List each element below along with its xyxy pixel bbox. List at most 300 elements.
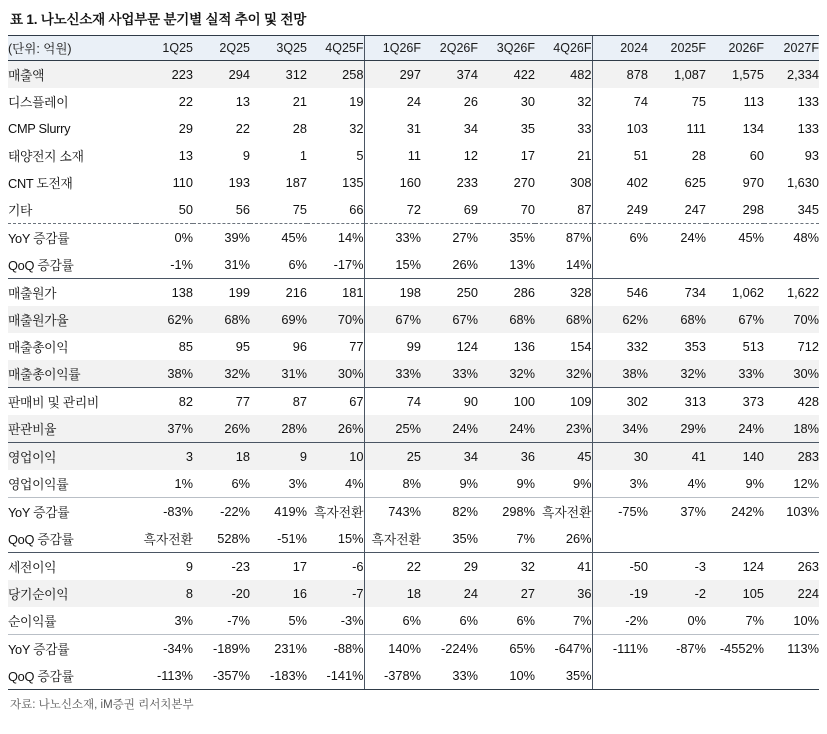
table-cell: 9%	[745, 476, 764, 491]
table-cell: 39%	[193, 224, 250, 252]
table-cell: 18	[364, 580, 421, 607]
table-row	[8, 142, 819, 169]
table-cell: -378%	[364, 662, 421, 690]
table-cell	[648, 525, 706, 553]
table-cell: 33%	[364, 224, 421, 252]
table-cell: 374	[421, 61, 478, 89]
table-cell: 56	[235, 202, 250, 217]
table-cell: 34	[421, 443, 478, 471]
table-cell: 9%	[459, 476, 478, 491]
table-cell: 113	[743, 94, 764, 109]
table-cell: -183%	[250, 662, 307, 690]
table-cell	[592, 525, 648, 553]
row-label: 매출원가	[8, 279, 136, 307]
table-cell: 32%	[535, 360, 592, 388]
table-cell: 12	[463, 148, 478, 163]
table-row	[8, 470, 819, 498]
table-cell: 45%	[706, 224, 764, 252]
table-cell: 24	[364, 88, 421, 115]
table-cell: 87	[577, 202, 592, 217]
row-label: 당기순이익	[8, 580, 136, 607]
table-cell: 36	[478, 443, 535, 471]
table-cell	[592, 662, 648, 690]
row-label: 매출총이익률	[8, 360, 136, 388]
table-cell: 140%	[364, 635, 421, 663]
table-cell: 45	[535, 443, 592, 471]
table-cell: 72	[364, 196, 421, 224]
table-row	[8, 88, 819, 115]
row-label: 매출액	[8, 61, 136, 89]
table-cell: 67	[307, 388, 364, 416]
table-cell: 38%	[592, 360, 648, 388]
table-cell: 흑자전환	[143, 532, 193, 547]
table-cell: 28%	[250, 415, 307, 443]
table-cell: 1,087	[648, 61, 706, 89]
table-cell: 136	[513, 339, 535, 354]
table-cell: 109	[535, 388, 592, 416]
table-cell: 62%	[136, 306, 193, 333]
table-cell: 82	[136, 388, 193, 416]
table-cell: 95	[235, 339, 250, 354]
table-cell: 402	[592, 169, 648, 196]
table-cell: 160	[364, 169, 421, 196]
table-cell: 135	[342, 175, 364, 190]
table-cell: 133	[797, 94, 819, 109]
row-label: YoY 증감률	[8, 635, 136, 663]
table-cell: 1,062	[706, 279, 764, 307]
table-cell	[764, 662, 819, 690]
table-cell: -87%	[648, 635, 706, 663]
table-row	[8, 607, 819, 635]
table-cell: 68%	[478, 306, 535, 333]
table-cell: 27	[478, 580, 535, 607]
table-cell: 8%	[364, 470, 421, 498]
table-cell: 134	[742, 121, 764, 136]
table-cell: -2%	[592, 607, 648, 635]
row-label: 디스플레이	[8, 95, 69, 110]
table-cell: 33%	[364, 360, 421, 388]
table-cell: 422	[478, 61, 535, 89]
table-cell: -7%	[227, 613, 250, 628]
table-cell: 3%	[592, 470, 648, 498]
table-row	[8, 251, 819, 279]
table-cell: 6%	[364, 607, 421, 635]
table-cell: 41	[648, 443, 706, 471]
table-cell: 34%	[592, 415, 648, 443]
column-header-2q25: 2Q25	[193, 36, 250, 61]
table-cell: 297	[364, 61, 421, 89]
table-cell: 17	[520, 148, 535, 163]
table-cell: -19	[592, 580, 648, 607]
row-label: 순이익률	[8, 614, 57, 629]
column-header-2q26f: 2Q26F	[421, 36, 478, 61]
table-cell: 482	[535, 61, 592, 89]
table-cell: 0%	[136, 224, 193, 252]
table-cell	[706, 662, 764, 690]
table-cell: 187	[285, 175, 307, 190]
column-header-1q25: 1Q25	[136, 36, 193, 61]
table-cell: 9	[136, 553, 193, 581]
table-cell: 흑자전환	[535, 498, 592, 526]
table-cell: 528%	[217, 531, 250, 546]
table-cell: 312	[250, 61, 307, 89]
table-cell: 90	[421, 388, 478, 416]
table-cell: 82%	[421, 498, 478, 526]
table-cell: 308	[570, 175, 592, 190]
table-cell: 93	[804, 148, 819, 163]
table-cell: 35%	[535, 662, 592, 690]
table-cell: 87	[250, 388, 307, 416]
table-cell: 249	[592, 196, 648, 224]
table-cell: 1	[299, 148, 307, 163]
table-cell: 373	[706, 388, 764, 416]
table-cell: 743%	[364, 498, 421, 526]
table-cell: 24%	[421, 415, 478, 443]
row-label: 매출원가율	[8, 306, 136, 333]
table-cell: 51	[592, 142, 648, 169]
table-cell: 110	[172, 175, 193, 190]
table-cell: 26%	[193, 415, 250, 443]
table-cell: 45%	[250, 224, 307, 252]
table-cell: 734	[648, 279, 706, 307]
row-label: QoQ 증감률	[8, 662, 136, 690]
table-cell: 24%	[478, 415, 535, 443]
table-cell: 30%	[307, 360, 364, 388]
table-cell: -2	[648, 580, 706, 607]
table-cell: 흑자전환	[307, 498, 364, 526]
table-cell: 1%	[174, 476, 193, 491]
table-cell: 18%	[764, 415, 819, 443]
table-cell: -6	[307, 553, 364, 581]
table-cell: 103	[592, 115, 648, 142]
table-cell: 286	[478, 279, 535, 307]
table-cell: 33	[577, 121, 592, 136]
table-cell: 9%	[516, 476, 535, 491]
table-cell: 22	[178, 94, 193, 109]
table-cell: -189%	[193, 635, 250, 663]
table-cell: 62%	[592, 306, 648, 333]
table-cell: 23%	[535, 415, 592, 443]
table-cell: 6%	[288, 257, 307, 272]
table-cell: 12%	[793, 476, 819, 491]
source-note: 자료: 나노신소재, iM증권 리서치본부	[10, 699, 194, 711]
table-cell: 31%	[250, 360, 307, 388]
table-row	[8, 333, 819, 360]
table-cell: 10%	[793, 613, 819, 628]
table-cell: 199	[193, 279, 250, 307]
table-cell: 283	[764, 443, 819, 471]
table-cell: 32	[478, 553, 535, 581]
table-row	[8, 196, 819, 224]
table-cell: 10%	[478, 662, 535, 690]
table-cell	[648, 251, 706, 279]
table-cell: 13%	[509, 257, 535, 272]
table-cell: 140	[706, 443, 764, 471]
table-cell: 100	[478, 388, 535, 416]
row-label: 매출총이익	[8, 340, 69, 355]
table-cell: 35	[520, 121, 535, 136]
table-cell: 419%	[250, 498, 307, 526]
table-cell: -3%	[340, 613, 364, 628]
table-cell: 68%	[648, 306, 706, 333]
column-header-2024: 2024	[592, 36, 648, 61]
table-cell: 124	[456, 339, 478, 354]
table-cell: 345	[797, 202, 819, 217]
table-cell: 50	[178, 202, 193, 217]
table-cell: 1,622	[764, 279, 819, 307]
table-cell: 99	[364, 333, 421, 360]
page-title: 표 1. 나노신소재 사업부문 분기별 실적 추이 및 전망	[10, 12, 307, 27]
table-cell: 302	[592, 388, 648, 416]
table-cell: 625	[684, 175, 706, 190]
table-cell: -83%	[136, 498, 193, 526]
table-cell: 9	[250, 443, 307, 471]
table-cell: 332	[592, 333, 648, 360]
table-cell: 6%	[231, 476, 250, 491]
table-cell: 5%	[288, 613, 307, 628]
table-header-row	[8, 36, 819, 61]
row-label: YoY 증감률	[8, 224, 136, 252]
table-cell: 67%	[421, 306, 478, 333]
table-cell: 25%	[364, 415, 421, 443]
table-cell: 70	[520, 202, 535, 217]
table-cell: 7%	[745, 613, 764, 628]
table-cell: -51%	[277, 531, 307, 546]
row-label: CNT 도전재	[8, 176, 73, 191]
table-row	[8, 415, 819, 443]
table-cell: 138	[136, 279, 193, 307]
table-cell: 9	[242, 148, 250, 163]
table-cell: 77	[349, 339, 364, 354]
table-cell: 29	[178, 121, 193, 136]
table-cell: -4552%	[706, 635, 764, 663]
table-cell: 27%	[421, 224, 478, 252]
table-cell: 31%	[224, 257, 250, 272]
table-row	[8, 360, 819, 388]
table-cell: 74	[592, 88, 648, 115]
table-cell: 353	[684, 339, 706, 354]
column-header-2027f: 2027F	[764, 36, 819, 61]
table-cell: 258	[307, 61, 364, 89]
table-cell: 33%	[421, 360, 478, 388]
column-header-2026f: 2026F	[706, 36, 764, 61]
table-cell: 3	[136, 443, 193, 471]
table-cell: 7%	[573, 613, 592, 628]
table-cell: 223	[136, 61, 193, 89]
table-cell: 4%	[345, 476, 364, 491]
table-cell: 216	[250, 279, 307, 307]
table-cell: 30	[520, 94, 535, 109]
table-cell: 124	[706, 553, 764, 581]
table-cell: -1%	[170, 257, 193, 272]
table-cell: 37%	[648, 498, 706, 526]
table-cell: 37%	[136, 415, 193, 443]
row-label: 판매비 및 관리비	[8, 388, 136, 416]
table-cell: 270	[513, 175, 535, 190]
table-cell: 24%	[648, 224, 706, 252]
table-cell: 35%	[452, 531, 478, 546]
table-cell: 103%	[764, 498, 819, 526]
row-label: QoQ 증감률	[8, 532, 74, 547]
table-cell: 6%	[459, 613, 478, 628]
table-cell: 1,630	[786, 175, 819, 190]
table-cell: -647%	[535, 635, 592, 663]
table-row	[8, 115, 819, 142]
column-header-2025f: 2025F	[648, 36, 706, 61]
table-cell: 242%	[706, 498, 764, 526]
table-row	[8, 224, 819, 252]
table-row	[8, 443, 819, 471]
column-header-1q26f: 1Q26F	[364, 36, 421, 61]
table-cell: 5	[356, 148, 364, 163]
table-cell	[764, 525, 819, 553]
table-row	[8, 61, 819, 89]
table-cell: 263	[764, 553, 819, 581]
table-cell: 85	[178, 339, 193, 354]
table-row	[8, 498, 819, 526]
table-cell: 70%	[764, 306, 819, 333]
table-cell: -88%	[307, 635, 364, 663]
table-cell: 26%	[452, 257, 478, 272]
table-cell: 32%	[193, 360, 250, 388]
table-cell: 11	[364, 142, 421, 169]
table-cell: 69%	[250, 306, 307, 333]
table-cell: 133	[797, 121, 819, 136]
table-cell: 17	[250, 553, 307, 581]
table-cell: 68%	[535, 306, 592, 333]
table-cell: 198	[364, 279, 421, 307]
table-cell: 13	[235, 94, 250, 109]
table-cell: 233	[456, 175, 478, 190]
table-cell: 250	[421, 279, 478, 307]
table-cell: 2,334	[764, 61, 819, 89]
table-cell: 231%	[250, 635, 307, 663]
table-body	[8, 61, 819, 690]
table-cell: 26	[463, 94, 478, 109]
row-label: 태양전지 소재	[8, 149, 84, 164]
table-cell: -111%	[592, 635, 648, 663]
table-row	[8, 662, 819, 690]
table-cell: 14%	[565, 257, 592, 272]
table-row	[8, 525, 819, 553]
table-cell: 33%	[706, 360, 764, 388]
table-cell: 41	[535, 553, 592, 581]
table-cell: 6%	[516, 613, 535, 628]
table-cell: -7	[307, 580, 364, 607]
table-cell: -113%	[136, 662, 193, 690]
table-cell: 33%	[421, 662, 478, 690]
table-cell: -20	[193, 580, 250, 607]
table-cell: 9%	[573, 476, 592, 491]
table-cell: 24	[421, 580, 478, 607]
table-cell: 30%	[764, 360, 819, 388]
table-cell: -357%	[193, 662, 250, 690]
row-label: 영업이익	[8, 443, 136, 471]
row-label: 세전이익	[8, 553, 136, 581]
table-cell: 30	[592, 443, 648, 471]
table-cell: 28	[292, 121, 307, 136]
table-row	[8, 635, 819, 663]
table-cell: 22	[235, 121, 250, 136]
table-cell: 1,575	[706, 61, 764, 89]
table-cell: -17%	[333, 257, 364, 272]
table-cell: 4%	[687, 476, 706, 491]
table-cell: 21	[292, 94, 307, 109]
row-label: 기타	[8, 203, 33, 218]
table-cell: 29%	[648, 415, 706, 443]
table-cell: 65%	[478, 635, 535, 663]
table-cell: 13	[178, 148, 193, 163]
table-cell: 77	[193, 388, 250, 416]
table-cell: 298	[742, 202, 764, 217]
table-cell: 68%	[193, 306, 250, 333]
row-label: CMP Slurry	[8, 121, 71, 136]
table-cell: -141%	[307, 662, 364, 690]
table-cell: 247	[684, 202, 706, 217]
table-cell: 22	[364, 553, 421, 581]
financial-table	[8, 35, 819, 690]
table-cell: 38%	[136, 360, 193, 388]
table-cell: 3%	[174, 613, 193, 628]
table-cell: 154	[570, 339, 592, 354]
table-cell: 69	[463, 202, 478, 217]
table-cell: 32	[349, 121, 364, 136]
table-cell: 36	[535, 580, 592, 607]
table-cell: 70%	[307, 306, 364, 333]
row-label: YoY 증감률	[8, 498, 136, 526]
table-cell: 15%	[337, 531, 364, 546]
column-header-3q25: 3Q25	[250, 36, 307, 61]
table-cell: 60	[749, 148, 764, 163]
table-cell: 32	[577, 94, 592, 109]
row-label: 판관비율	[8, 415, 136, 443]
table-cell: 15%	[364, 251, 421, 279]
table-cell: 21	[577, 148, 592, 163]
table-cell: 24%	[706, 415, 764, 443]
table-cell: 48%	[764, 224, 819, 252]
table-row	[8, 279, 819, 307]
table-cell: 10	[307, 443, 364, 471]
table-cell: 96	[292, 339, 307, 354]
table-cell: 26%	[307, 415, 364, 443]
table-row	[8, 580, 819, 607]
table-cell: 87%	[535, 224, 592, 252]
column-header-4q26f: 4Q26F	[535, 36, 592, 61]
table-cell: 흑자전환	[364, 525, 421, 553]
table-cell: 328	[535, 279, 592, 307]
table-cell: 294	[193, 61, 250, 89]
table-cell: 16	[250, 580, 307, 607]
column-header-4q25f: 4Q25F	[307, 36, 364, 61]
table-cell: 7%	[516, 531, 535, 546]
table-row	[8, 169, 819, 196]
table-row	[8, 388, 819, 416]
table-cell: 32%	[478, 360, 535, 388]
table-cell: 25	[364, 443, 421, 471]
table-cell: 26%	[565, 531, 592, 546]
table-cell: 878	[592, 61, 648, 89]
table-cell: 105	[706, 580, 764, 607]
table-cell: 546	[592, 279, 648, 307]
table-cell: 14%	[307, 224, 364, 252]
table-cell: 75	[292, 202, 307, 217]
table-cell: 3%	[288, 476, 307, 491]
row-label: 영업이익률	[8, 477, 69, 492]
table-cell: 313	[648, 388, 706, 416]
table-cell: 970	[742, 175, 764, 190]
table-row	[8, 306, 819, 333]
table-cell	[592, 251, 648, 279]
